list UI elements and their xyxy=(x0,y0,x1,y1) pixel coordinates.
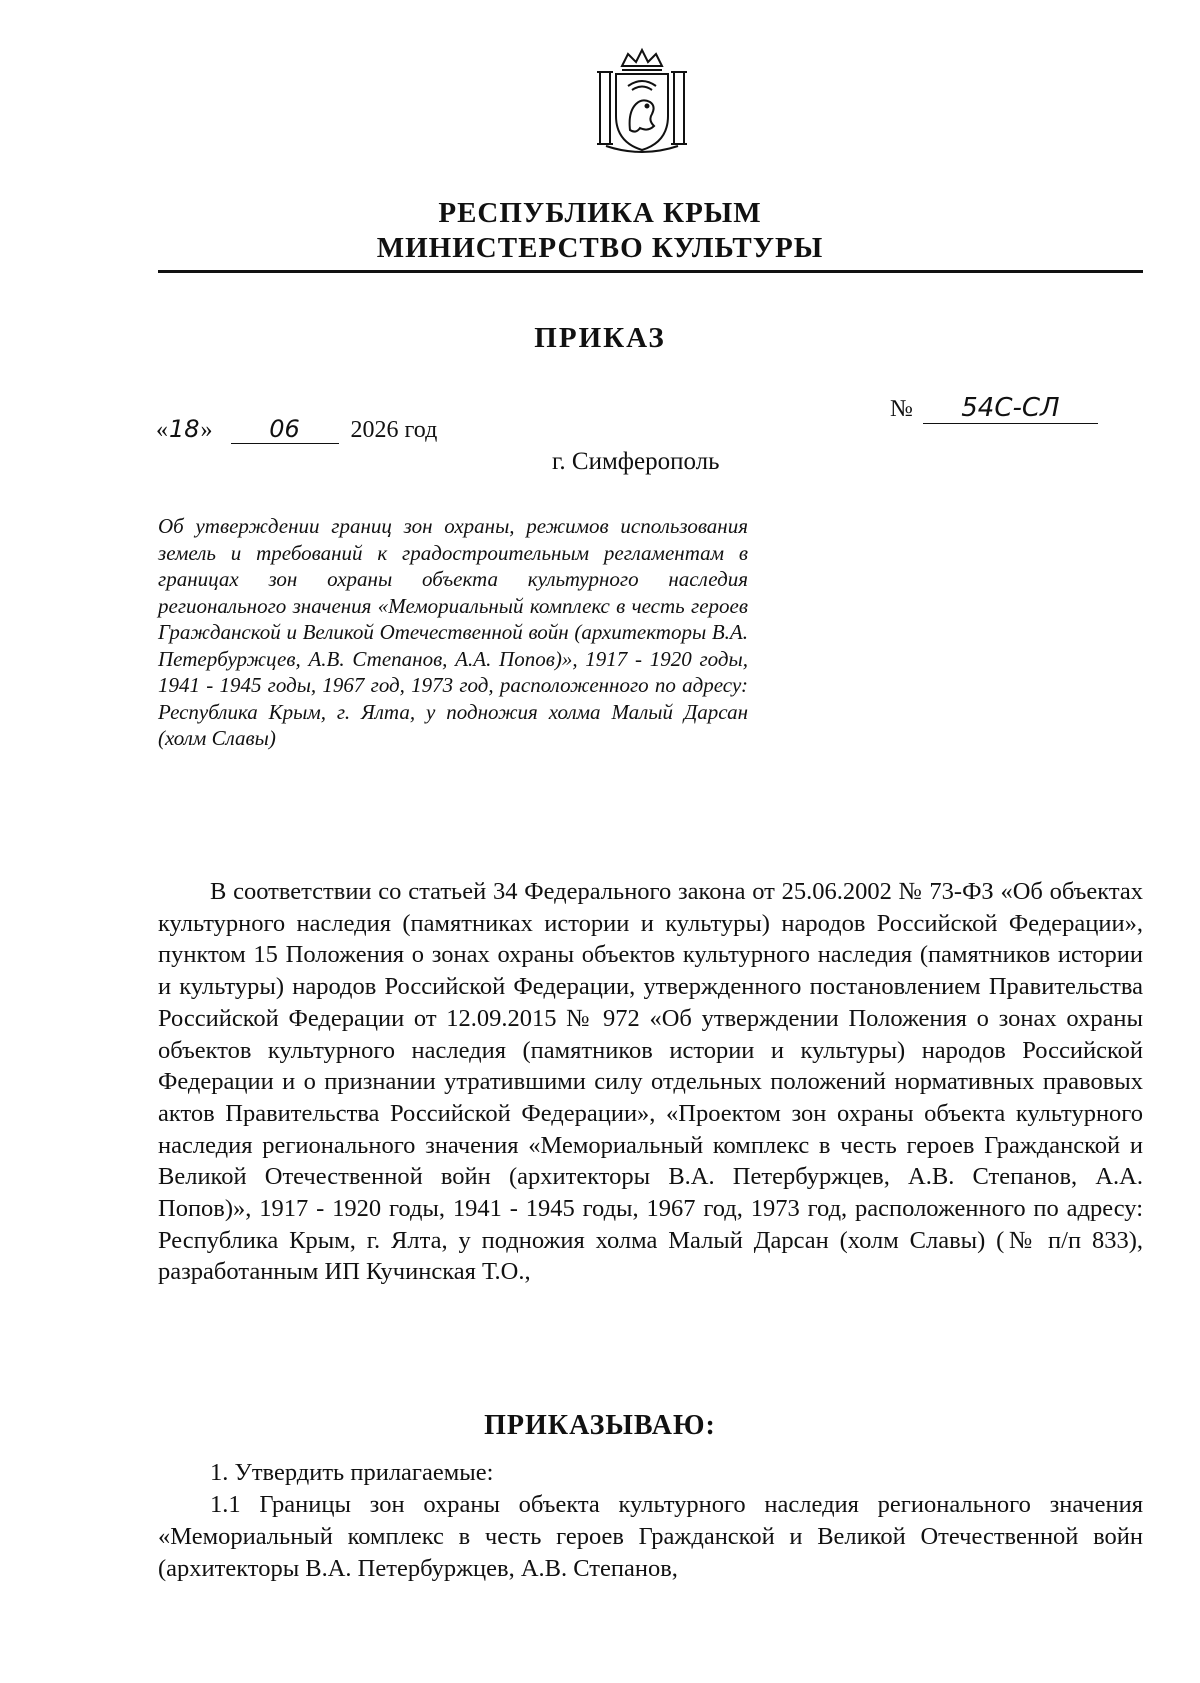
date-year: 2026 год xyxy=(350,417,438,443)
org-name-republic: РЕСПУБЛИКА КРЫМ xyxy=(438,197,762,229)
date-day: 18 xyxy=(169,415,200,443)
order-subject: Об утверждении границ зон охраны, режимов использования земель и требований к градостроительным регламентам в границах зон охраны объекта культурного наследия регионального значения «Мемориальный комплекс в честь героев Гражданской и Великой Отечественной войн (архитекторы В.А. Петербуржцев, А.В. Степанов, А.А. Попов)», 1917 - 1920 годы, 1941 - 1945 годы, 1967 год, 1973 год, расположенного по адресу: Республика Крым, г. Ялта, у подножия холма Малый Дарсан (холм Славы) xyxy=(158,514,748,750)
number-value: 54С-СЛ xyxy=(923,393,1098,424)
order-directive-heading: ПРИКАЗЫВАЮ: xyxy=(484,1410,716,1441)
number-sign: № xyxy=(890,396,913,422)
coat-of-arms-icon xyxy=(592,46,692,158)
order-city: г. Симферополь xyxy=(552,448,720,475)
order-date xyxy=(156,415,437,444)
order-item-1-1: 1.1 Границы зон охраны объекта культурного наследия регионального значения «Мемориальный комплекс в честь героев Гражданской и Великой Отечественной войн (архитекторы В.А. Петербуржцев, А.В. Степанов, xyxy=(158,1491,1143,1582)
date-close-quote: » xyxy=(200,417,213,443)
order-number xyxy=(890,393,1098,424)
order-item-1: 1. Утвердить прилагаемые: xyxy=(210,1459,494,1486)
header-divider xyxy=(158,270,1143,273)
document-title: ПРИКАЗ xyxy=(534,322,666,354)
org-name-ministry: МИНИСТЕРСТВО КУЛЬТУРЫ xyxy=(376,232,824,264)
preamble-paragraph: В соответствии со статьей 34 Федерального закона от 25.06.2002 № 73-ФЗ «Об объектах культурного наследия (памятниках истории и культуры) народов Российской Федерации», пунктом 15 Положения о зонах охраны объектов культурного наследия (памятников истории и культуры) народов Российской Федерации, утвержденного постановлением Правительства Российской Федерации от 12.09.2015 № 972 «Об утверждении Положения о зонах охраны объектов культурного наследия (памятников истории и культуры) народов Российской Федерации и о признании утратившими силу отдельных положений нормативных правовых актов Правительства Российской Федерации», «Проектом зон охраны объекта культурного наследия регионального значения «Мемориальный комплекс в честь героев Гражданской и Великой Отечественной войн (архитекторы В.А. Петербуржцев, А.В. Степанов, А.А. Попов)», 1917 - 1920 годы, 1941 - 1945 годы, 1967 год, 1973 год, расположенного по адресу: Республика Крым, г. Ялта, у подножия холма Малый Дарсан (холм Славы) (№ п/п 833), разработанным ИП Кучинская Т.О., xyxy=(158,878,1143,1286)
date-open-quote: « xyxy=(156,417,168,443)
date-month: 06 xyxy=(231,415,339,444)
